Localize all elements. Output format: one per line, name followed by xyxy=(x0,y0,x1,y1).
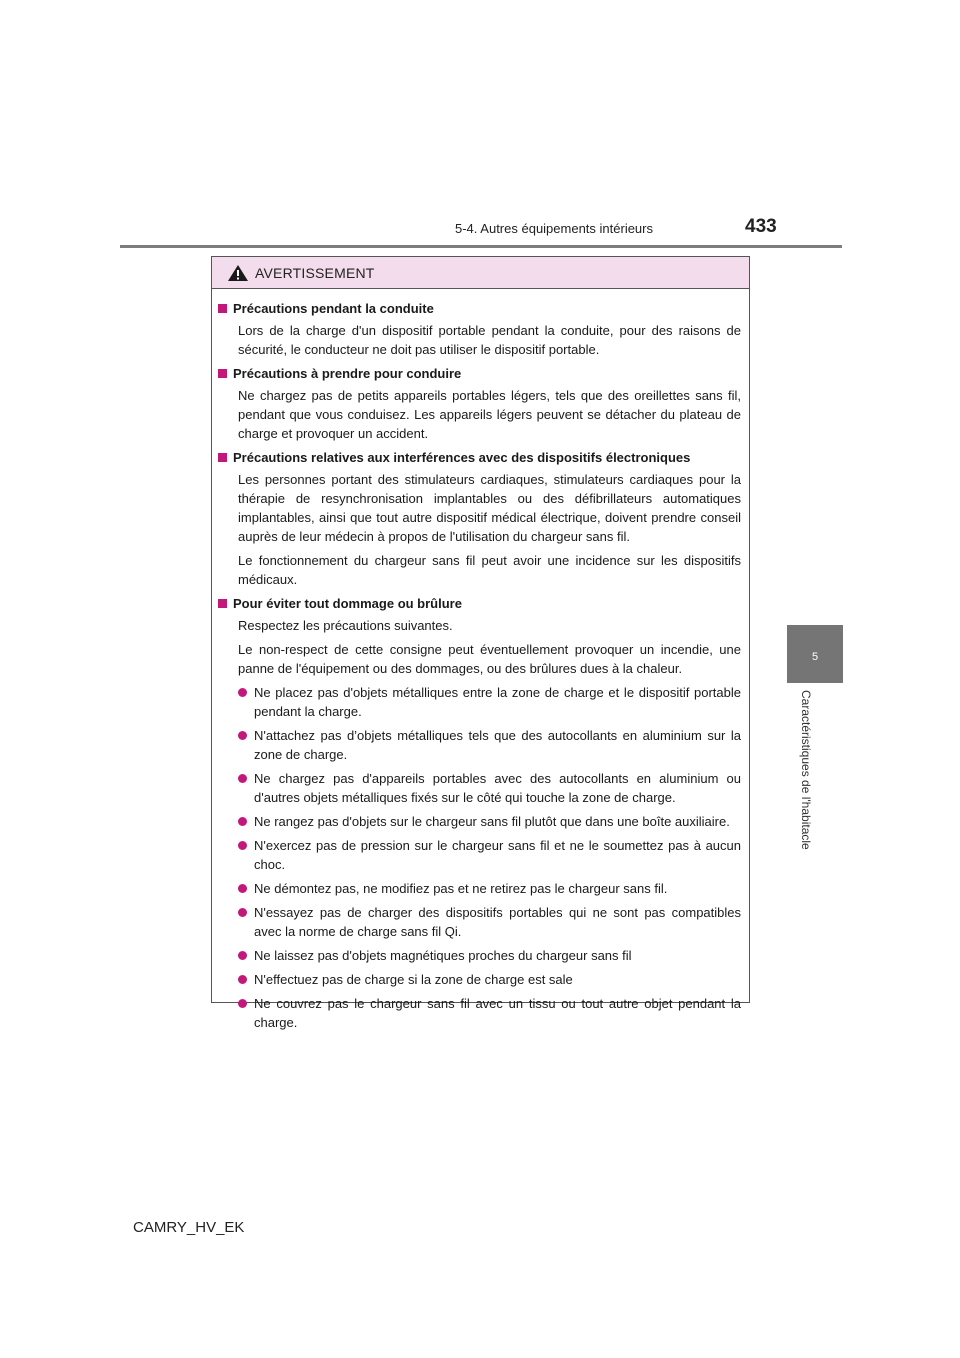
list-item: N'attachez pas d’objets métalliques tels que des autocollants en aluminium sur la zone de charge. xyxy=(238,726,741,764)
warning-body xyxy=(212,289,749,1032)
square-bullet-icon xyxy=(218,369,227,378)
document-code: CAMRY_HV_EK xyxy=(133,1219,245,1236)
bullet-dot-icon xyxy=(238,817,247,826)
list-item: Ne chargez pas d'appareils portables avec des autocollants en aluminium ou d'autres objets métalliques fixés sur le côté qui touche la zone de charge. xyxy=(238,769,741,807)
list-item: Ne rangez pas d'objets sur le chargeur sans fil plutôt que dans une boîte auxiliaire. xyxy=(238,812,741,831)
list-item: Ne laissez pas d'objets magnétiques proches du chargeur sans fil xyxy=(238,946,741,965)
section-heading: Précautions à prendre pour conduire xyxy=(218,364,741,383)
list-item: N'effectuez pas de charge si la zone de charge est sale xyxy=(238,970,741,989)
list-item: Ne placez pas d'objets métalliques entre la zone de charge et le dispositif portable pendant la charge. xyxy=(238,683,741,721)
paragraph: Les personnes portant des stimulateurs cardiaques, stimulateurs cardiaques pour la thérapie de resynchronisation implantables ou des défibrillateurs automatiques implantables, ainsi que tout autre dispositif médical électrique, doivent prendre conseil auprès de leur médecin à propos de l'utilisation du chargeur sans fil. xyxy=(238,472,741,544)
bullet-dot-icon xyxy=(238,841,247,850)
list-item: Ne couvrez pas le chargeur sans fil avec un tissu ou tout autre objet pendant la charge. xyxy=(238,994,741,1032)
section-heading: Précautions pendant la conduite xyxy=(218,299,741,318)
bullet-dot-icon xyxy=(238,999,247,1008)
square-bullet-icon xyxy=(218,304,227,313)
bullet-dot-icon xyxy=(238,908,247,917)
square-bullet-icon xyxy=(218,599,227,608)
bullet-dot-icon xyxy=(238,688,247,697)
list-item: N'exercez pas de pression sur le chargeur sans fil et ne le soumettez pas à aucun choc. xyxy=(238,836,741,874)
bullet-dot-icon xyxy=(238,884,247,893)
paragraph: Le fonctionnement du chargeur sans fil peut avoir une incidence sur les dispositifs médicaux. xyxy=(238,553,741,587)
square-bullet-icon xyxy=(218,453,227,462)
section-title: 5-4. Autres équipements intérieurs xyxy=(455,221,653,236)
section-heading: Précautions relatives aux interférences avec des dispositifs électroniques xyxy=(218,448,741,467)
paragraph: Le non-respect de cette consigne peut éventuellement provoquer un incendie, une panne de l'équipement ou des dommages, ou des brûlures dues à la chaleur. xyxy=(238,642,741,676)
chapter-label: Caractéristiques de l'habitacle xyxy=(799,690,813,850)
warning-box xyxy=(211,256,750,1030)
paragraph: Respectez les précautions suivantes. xyxy=(238,618,453,633)
bullet-dot-icon xyxy=(238,774,247,783)
bullet-dot-icon xyxy=(238,731,247,740)
section-heading: Pour éviter tout dommage ou brûlure xyxy=(218,594,741,613)
bullet-dot-icon xyxy=(238,951,247,960)
page-number: 433 xyxy=(745,216,777,237)
warning-header xyxy=(212,257,749,289)
chapter-tab[interactable]: 5 xyxy=(787,625,843,683)
paragraph: Lors de la charge d'un dispositif portable pendant la conduite, pour des raisons de sécurité, le conducteur ne doit pas utiliser le dispositif portable. xyxy=(238,323,741,357)
list-item: Ne démontez pas, ne modifiez pas et ne retirez pas le chargeur sans fil. xyxy=(238,879,741,898)
header-divider xyxy=(120,245,842,248)
warning-title: AVERTISSEMENT xyxy=(255,264,375,281)
list-item: N'essayez pas de charger des dispositifs portables qui ne sont pas compatibles avec la norme de charge sans fil Qi. xyxy=(238,903,741,941)
warning-triangle-icon xyxy=(227,264,249,282)
bullet-dot-icon xyxy=(238,975,247,984)
paragraph: Ne chargez pas de petits appareils portables légers, tels que des oreillettes sans fil, pendant que vous conduisez. Les appareils légers peuvent se détacher du plateau de charge et provoquer un accident. xyxy=(238,388,741,441)
